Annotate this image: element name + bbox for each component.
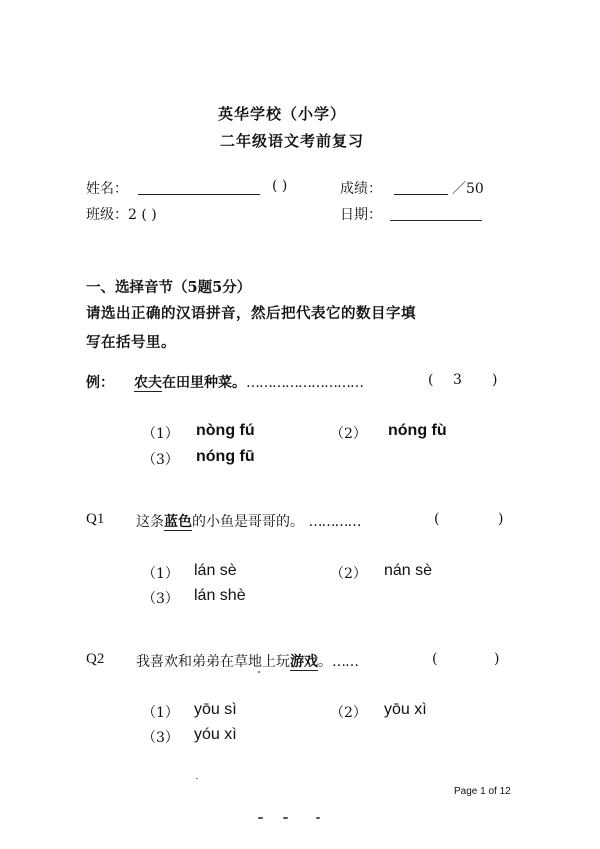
- date-label: 日期：: [340, 207, 382, 223]
- q1-option-1-pinyin: lán sè: [194, 562, 237, 579]
- date-blank[interactable]: [390, 206, 482, 221]
- q1-open-paren: (: [434, 511, 440, 527]
- example-option-1-pinyin: nòng fú: [196, 422, 255, 439]
- q2-open-paren: (: [432, 651, 438, 667]
- q1-number: Q1: [86, 511, 105, 527]
- q2-sentence: 我喜欢和弟弟在草地上玩游戏。……: [136, 654, 358, 670]
- q1-option-2-pinyin: nán sè: [384, 562, 433, 579]
- name-blank[interactable]: [138, 180, 260, 195]
- q2-dots: ……: [332, 654, 358, 670]
- q1-option-2-num: （2）: [330, 566, 367, 582]
- score-total: ／50: [452, 181, 484, 197]
- q1-answer-box[interactable]: [444, 511, 496, 525]
- instruction-line-2: 写在括号里。: [86, 334, 176, 351]
- example-option-1-num: （1）: [142, 426, 179, 442]
- q1-close-paren: ): [498, 511, 504, 527]
- example-option-2-num: （2）: [330, 426, 367, 442]
- scan-speck: [258, 671, 260, 673]
- example-answer: 3: [453, 372, 462, 388]
- page-number: Page 1 of 12: [454, 786, 511, 797]
- example-rest: 在田里种菜。: [162, 375, 246, 391]
- scan-speck: [283, 817, 288, 819]
- q2-keyword: 游戏: [290, 654, 318, 670]
- example-option-2-pinyin: nóng fù: [388, 422, 447, 439]
- worksheet-title: 二年级语文考前复习: [220, 132, 365, 150]
- instruction-line-1: 请选出正确的汉语拼音，然后把代表它的数目字填: [86, 305, 416, 322]
- example-keyword: 农夫: [134, 375, 162, 391]
- q1-keyword: 蓝色: [164, 514, 192, 530]
- q2-option-3-num: （3）: [142, 730, 179, 746]
- q1-dots: …………: [308, 514, 361, 530]
- example-sentence: [134, 372, 363, 392]
- class-label: 班级：2 ( ): [86, 207, 157, 223]
- section-heading: 一、选择音节（5题5分）: [86, 279, 252, 296]
- q2-option-2-pinyin: yōu xì: [384, 701, 427, 718]
- q1-option-3-num: （3）: [142, 591, 179, 607]
- q1-option-1-num: （1）: [142, 566, 179, 582]
- example-close-paren: ): [492, 372, 498, 388]
- q2-option-2-num: （2）: [330, 705, 367, 721]
- q2-close-paren: ): [494, 651, 500, 667]
- name-paren: ( ): [272, 178, 288, 194]
- school-title: 英华学校（小学）: [218, 105, 347, 123]
- score-label: 成绩：: [340, 181, 382, 197]
- example-label: 例：: [86, 375, 114, 391]
- scan-speck: [316, 817, 320, 819]
- example-dots: ………………………: [246, 375, 363, 391]
- example-option-3-num: （3）: [142, 452, 179, 468]
- q2-answer-box[interactable]: [442, 651, 492, 665]
- q1-option-3-pinyin: lán shè: [194, 587, 246, 604]
- q2-option-1-num: （1）: [142, 705, 179, 721]
- scan-speck: [196, 778, 198, 779]
- q2-option-1-pinyin: yōu sì: [194, 701, 237, 718]
- example-option-3-pinyin: nóng fū: [196, 448, 255, 465]
- scan-speck: [258, 817, 263, 819]
- example-open-paren: (: [428, 372, 434, 388]
- q2-option-3-pinyin: yóu xì: [194, 726, 237, 743]
- name-label: 姓名：: [86, 181, 128, 197]
- q2-number: Q2: [86, 651, 105, 667]
- score-blank[interactable]: [394, 180, 448, 195]
- q1-sentence: 这条蓝色的小鱼是哥哥的。 …………: [136, 514, 361, 530]
